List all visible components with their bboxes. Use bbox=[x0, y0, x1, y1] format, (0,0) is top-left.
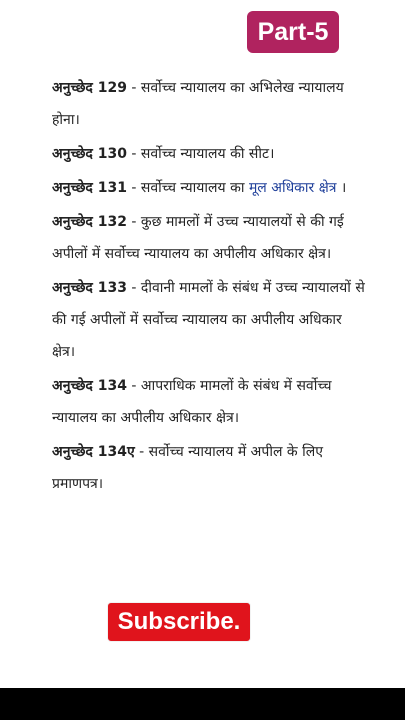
separator: - bbox=[134, 444, 149, 460]
separator: - bbox=[126, 146, 141, 162]
article-text: सर्वोच्च न्यायालय का अभिलेख न्यायालय होना। bbox=[52, 80, 344, 128]
original-jurisdiction-link[interactable]: मूल अधिकार क्षेत्र bbox=[248, 180, 337, 196]
article-text: आपराधिक मामलों के संबंध में सर्वोच्च न्यायालय का अपीलीय अधिकार क्षेत्र। bbox=[52, 378, 332, 426]
article-tail: । bbox=[336, 180, 347, 196]
part-badge: Part-5 bbox=[247, 11, 339, 53]
article-134a bbox=[52, 436, 367, 500]
article-title: अनुच्छेद 132 bbox=[52, 214, 127, 230]
article-text: सर्वोच्च न्यायालय की सीट। bbox=[140, 146, 275, 162]
separator: - bbox=[126, 214, 141, 230]
article-title: अनुच्छेद 133 bbox=[52, 280, 127, 296]
article-134 bbox=[52, 370, 367, 434]
separator: - bbox=[126, 280, 141, 296]
article-132 bbox=[52, 206, 367, 270]
article-text: कुछ मामलों में उच्च न्यायालयों से की गई अपीलों में सर्वोच्च न्यायालय का अपीलीय अधिकार क्षेत्र। bbox=[52, 214, 344, 262]
article-130 bbox=[52, 138, 367, 170]
subscribe-button[interactable]: Subscribe. bbox=[107, 602, 251, 642]
article-text: सर्वोच्च न्यायालय में अपील के लिए प्रमाणपत्र। bbox=[52, 444, 323, 492]
article-129 bbox=[52, 72, 367, 136]
article-title: अनुच्छेद 129 bbox=[52, 80, 127, 96]
article-131 bbox=[52, 172, 367, 204]
separator: - bbox=[126, 80, 141, 96]
article-title: अनुच्छेद 134 bbox=[52, 378, 127, 394]
article-list bbox=[52, 72, 367, 502]
article-title: अनुच्छेद 134ए bbox=[52, 444, 135, 460]
separator: - bbox=[126, 180, 141, 196]
article-133 bbox=[52, 272, 367, 368]
bottom-bar bbox=[0, 688, 405, 720]
article-title: अनुच्छेद 131 bbox=[52, 180, 127, 196]
article-text: सर्वोच्च न्यायालय का bbox=[140, 180, 249, 196]
article-title: अनुच्छेद 130 bbox=[52, 146, 127, 162]
article-text: दीवानी मामलों के संबंध में उच्च न्यायालयों से की गई अपीलों में सर्वोच्च न्यायालय का अपीलीय अधिकार क्षेत्र। bbox=[52, 280, 365, 360]
separator: - bbox=[126, 378, 141, 394]
